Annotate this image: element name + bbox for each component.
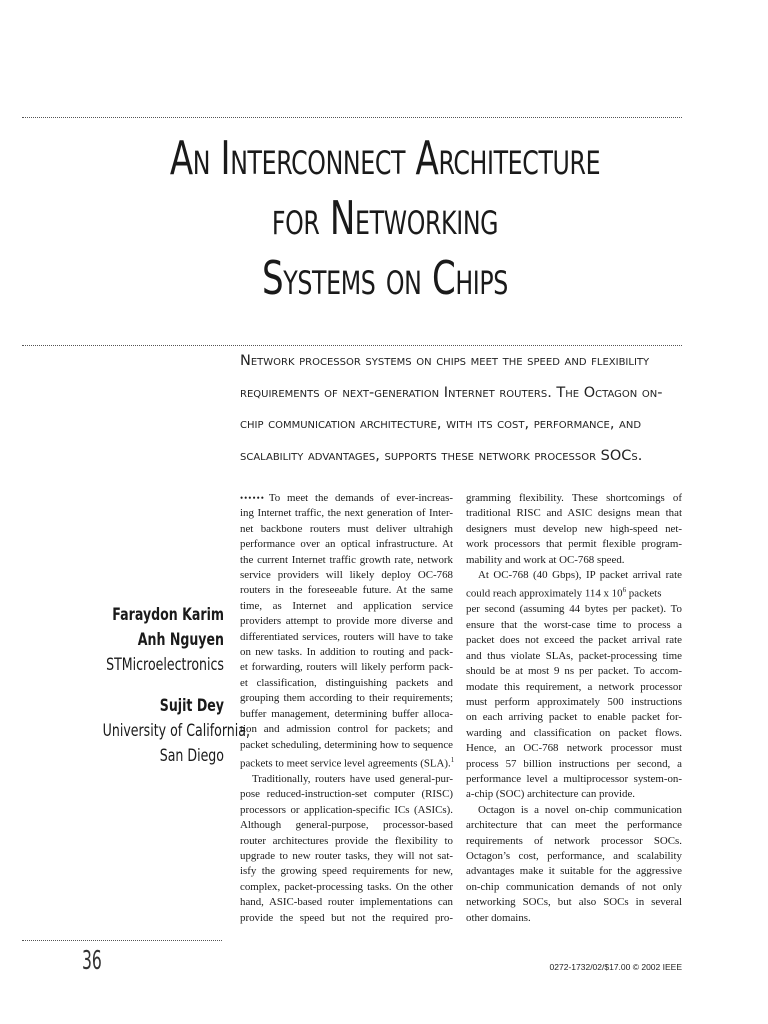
author-name: Anh Nguyen	[137, 630, 224, 650]
bottom-dotted-rule	[22, 940, 222, 941]
body-column-left	[240, 491, 453, 926]
body-line: requirements of network processor SOCs.	[466, 834, 682, 847]
body-line: on new tasks. In addition to routing and pack-	[240, 646, 453, 659]
body-line: pose reduced-instruction-set computer (RISC)	[240, 788, 453, 801]
body-line: a-chip (SOC) architecture can provide.	[466, 788, 636, 801]
body-line: modate this requirement, a network processor	[466, 680, 682, 693]
body-line: ensure that the worst-case time to process a	[466, 618, 682, 631]
footnote-marker: 1	[450, 755, 455, 764]
body-line: other domains.	[466, 911, 531, 924]
body-line: process 57 billion instructions per second, a	[466, 757, 682, 770]
body-line: net backbone routers must deliver ultrahigh	[240, 522, 453, 535]
body-line: router architectures provide the flexibility to	[240, 834, 453, 847]
body-line: Traditionally, routers have used general-pur-	[252, 772, 453, 785]
abstract-line: Network processor systems on chips meet the speed and flexibility	[240, 353, 650, 369]
body-line: provide the speed but not the required pro-	[240, 911, 453, 924]
body-line: service providers will likely deploy OC-768	[240, 569, 453, 582]
body-line: et classification, distinguishing packets and	[240, 676, 453, 689]
body-line: Octagon is a novel on-chip communication	[478, 803, 682, 816]
author-affiliation: San Diego	[159, 746, 224, 766]
body-line: et forwarding, routers will likely perform pack-	[240, 661, 453, 674]
copyright-footer: 0272-1732/02/$17.00 © 2002 IEEE	[549, 962, 682, 972]
body-line: advantages make it suitable for the aggressive	[466, 865, 682, 878]
abstract-line: chip communication architecture, with its cost, performance, and	[240, 416, 642, 432]
body-line: on-chip communication demands of not only	[466, 880, 682, 893]
body-line: packet does not exceed the packet arrival rate	[466, 634, 682, 647]
body-line: tion and admission control for packets; and	[240, 723, 453, 736]
abstract-line: requirements of next-generation Internet routers. The Octagon on-	[240, 384, 663, 401]
abstract-line: scalability advantages, supports these network processor SOCs.	[240, 447, 643, 464]
body-line: ing Internet traffic, the next generation of Inter-	[240, 507, 453, 520]
body-line: architecture that can meet the performance	[466, 819, 682, 832]
section-bullets: ••••••	[240, 493, 265, 503]
article-title	[145, 128, 626, 308]
title-line: for Networking	[271, 191, 499, 245]
body-line: performance over an optical infrastructure. At	[240, 538, 453, 551]
body-line: buffer management, determining buffer alloca-	[240, 707, 453, 720]
author-affiliation: STMicroelectronics	[106, 655, 224, 675]
body-line: networking SOCs, but also SOCs in several	[466, 896, 682, 909]
body-line: time, as Internet and application service	[240, 599, 453, 612]
body-line: At OC-768 (40 Gbps), IP packet arrival rate	[478, 569, 682, 582]
title-line: Systems on Chips	[262, 251, 508, 305]
body-line: Although general-purpose, processor-based	[240, 819, 453, 832]
body-line: processors or application-specific ICs (ASICs).	[240, 803, 453, 816]
title-line: An Interconnect Architecture	[169, 131, 601, 185]
body-line: differentiated services, routers will have to take	[240, 630, 453, 643]
body-line: routers in the foreseeable future. At the same	[240, 584, 453, 597]
abstract	[240, 346, 685, 472]
body-line: packets to meet service level agreements (SLA).$^1$	[240, 755, 455, 770]
body-column-right	[466, 491, 682, 926]
exponent: 6	[622, 586, 627, 595]
body-line: grouping them according to their requirements;	[240, 692, 453, 705]
author-name: Faraydon Karim	[112, 605, 224, 625]
body-line: isfy the growing speed requirements for new,	[240, 865, 453, 878]
body-line: providers attempt to provide more diverse and	[240, 615, 453, 628]
body-line: mability and work at OC-768 speed.	[466, 553, 625, 566]
body-line: work processors that permit flexible program-	[466, 538, 682, 551]
body-line: the current Internet traffic growth rate, network	[240, 553, 453, 566]
body-line: •••••• To meet the demands of ever-increas-	[240, 492, 453, 504]
body-line: designers must develop new high-speed net-	[466, 522, 682, 535]
body-line: should be at most 9 ns per packet. To accom-	[466, 665, 682, 678]
author-name: Sujit Dey	[159, 696, 224, 716]
body-line: and thus violate SLAs, packet-processing time	[466, 649, 682, 662]
body-line: on each arriving packet to enable packet for-	[466, 711, 682, 724]
body-line: complex, packet-processing tasks. On the other	[240, 880, 453, 893]
body-line: hand, ASIC-based router implementations can	[240, 896, 453, 909]
author-block	[60, 603, 250, 769]
body-line: could reach approximately 114 x $10^6$ packets	[466, 586, 662, 601]
body-line: packet scheduling, determining how to sequence	[240, 738, 453, 751]
body-line: upgrade to new router tasks, they will not sat-	[240, 849, 453, 862]
body-line: Octagon’s cost, performance, and scalability	[466, 849, 682, 862]
body-line: per second (assuming 44 bytes per packet). To	[466, 603, 682, 616]
top-dotted-rule	[22, 117, 682, 118]
body-line: warding and classification on packet flows.	[466, 726, 682, 739]
body-line: Hence, an OC-768 network processor must	[466, 742, 682, 755]
author-affiliation: University of California,	[102, 721, 250, 741]
page-number: 36	[82, 946, 102, 976]
body-line: gramming flexibility. These shortcomings of	[466, 492, 682, 504]
body-line: must perform approximately 500 instructions	[466, 695, 682, 708]
body-line: performance level a multiprocessor system-on-	[466, 772, 682, 785]
body-line: traditional RISC and ASIC designs mean that	[466, 507, 682, 520]
